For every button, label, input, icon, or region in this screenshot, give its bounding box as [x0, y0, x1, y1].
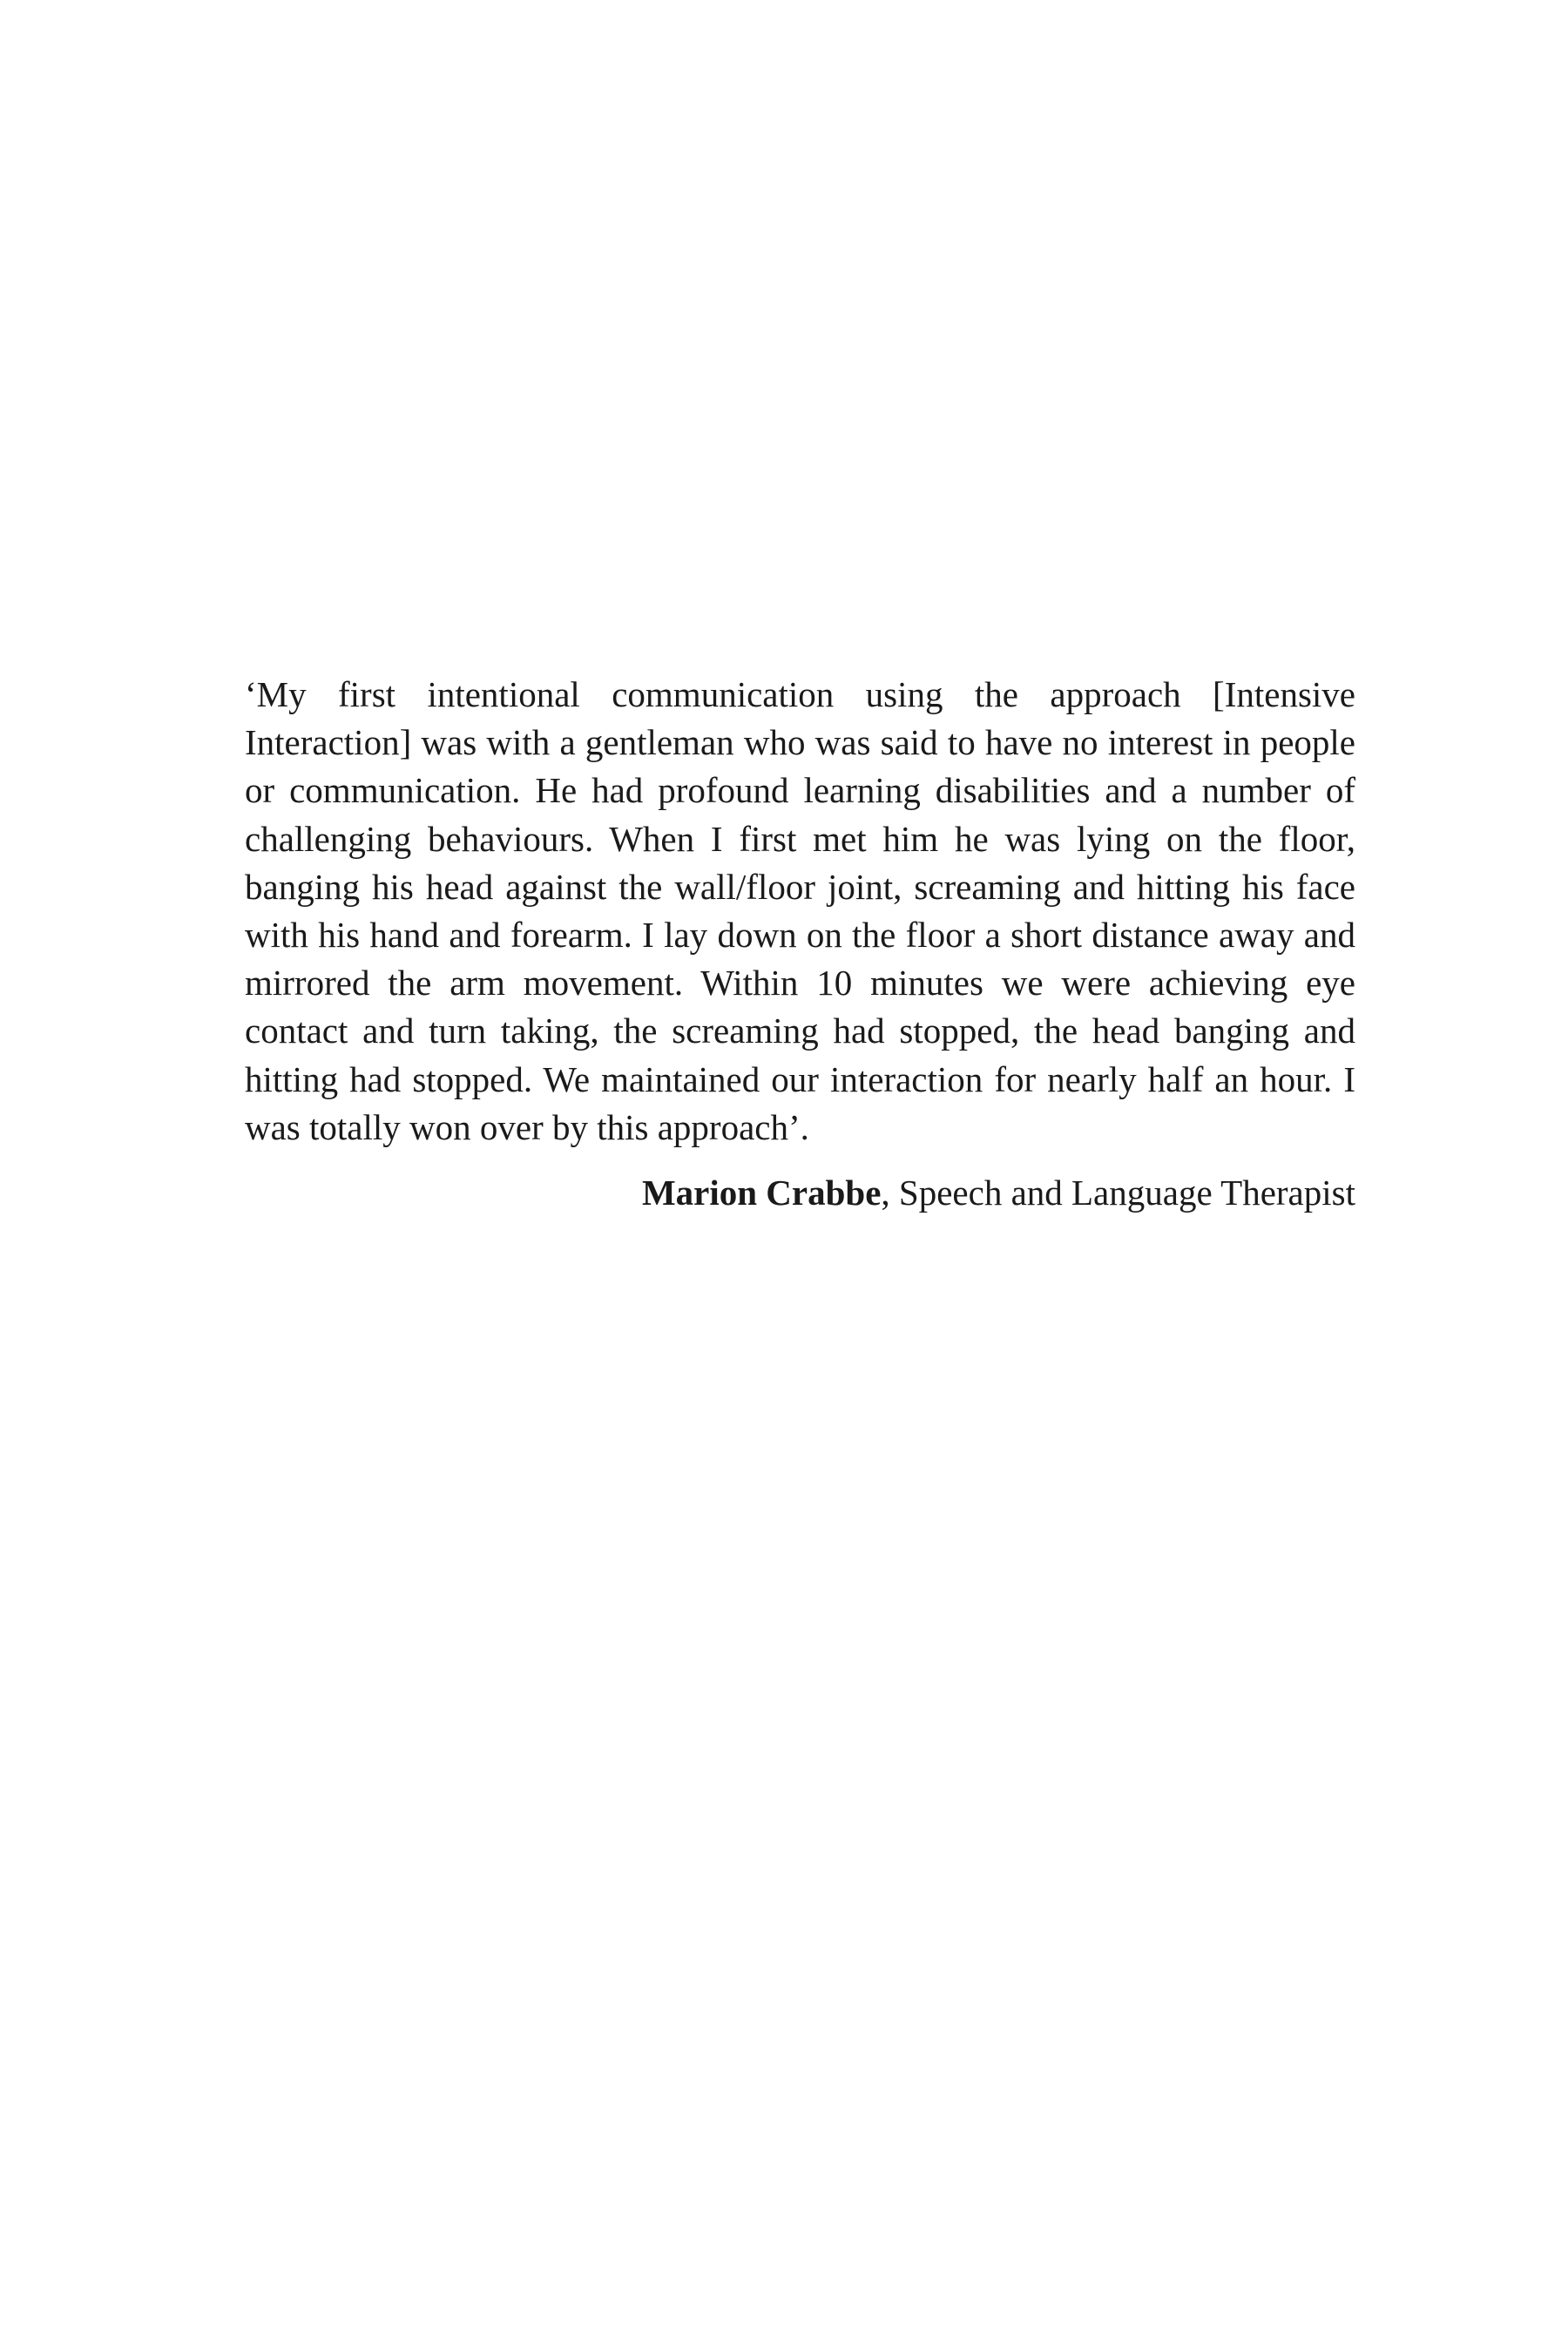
attribution: [245, 1169, 1355, 1217]
quote-text: ‘My first intentional communication using the approach [Intensive Interaction] was with a gentleman who was said to have no interest in people or communication. He had profound learning disabilities and a number of challenging behaviours. When I first met him he was lying on the floor, banging his head against the wall/floor joint, screaming and hitting his face with his hand and forearm. I lay down on the floor a short distance away and mirrored the arm movement. Within 10 minutes we were achieving eye contact and turn taking, the screaming had stopped, the head banging and hitting had stopped. We maintained our interaction for nearly half an hour. I was totally won over by this approach’.: [245, 674, 1355, 1147]
attribution-role: , Speech and Language Therapist: [881, 1173, 1355, 1213]
epigraph: [245, 671, 1355, 1217]
attribution-name: Marion Crabbe: [641, 1173, 882, 1213]
